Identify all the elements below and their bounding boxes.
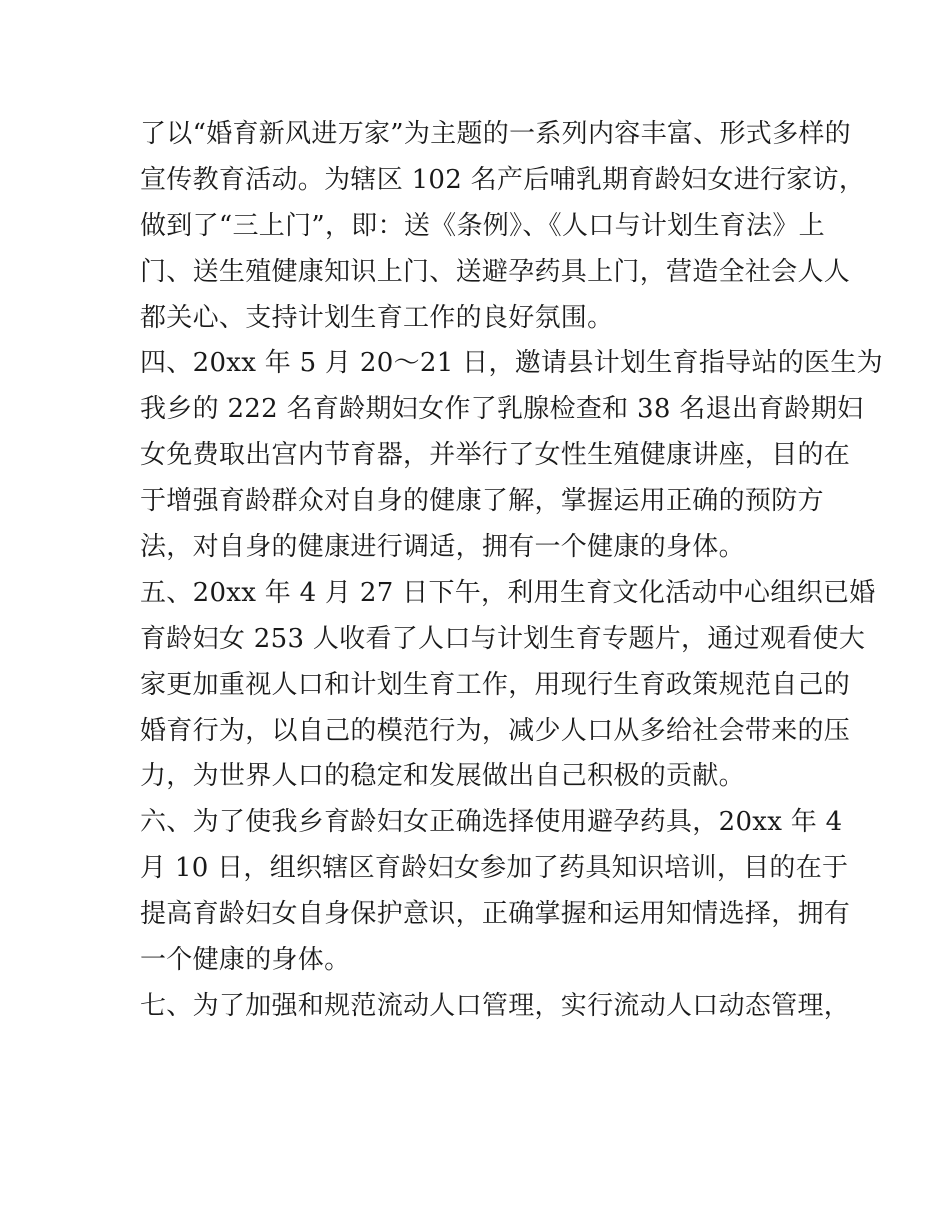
text-line: 于增强育龄群众对自身的健康了解，掌握运用正确的预防方	[140, 486, 824, 517]
text-line: 提高育龄妇女自身保护意识，正确掌握和运用知情选择，拥有	[140, 899, 851, 930]
text-line: 我乡的 222 名育龄期妇女作了乳腺检查和 38 名退出育龄期妇	[140, 394, 864, 425]
text-line: 法，对自身的健康进行调适，拥有一个健康的身体。	[140, 532, 745, 563]
text-line: 一个健康的身体。	[140, 945, 351, 976]
text-line: 力，为世界人口的稳定和发展做出自己积极的贡献。	[140, 761, 745, 792]
text-line: 做到了“三上门”，即：送《条例》、《人口与计划生育法》上	[140, 210, 825, 241]
text-line: 宣传教育活动。为辖区 102 名产后哺乳期育龄妇女进行家访，	[140, 164, 866, 195]
section-five-line: 五、20xx 年 4 月 27 日下午，利用生育文化活动中心组织已婚	[140, 577, 876, 608]
text-line: 育龄妇女 253 人收看了人口与计划生育专题片，通过观看使大	[140, 623, 866, 654]
text-line: 门、送生殖健康知识上门、送避孕药具上门，营造全社会人人	[140, 256, 851, 287]
text-line: 女免费取出宫内节育器，并举行了女性生殖健康讲座，目的在	[140, 440, 851, 471]
text-line: 婚育行为，以自己的模范行为，减少人口从多给社会带来的压	[140, 715, 851, 746]
section-four-line: 四、20xx 年 5 月 20～21 日，邀请县计划生育指导站的医生为	[140, 348, 883, 379]
text-line: 了以“婚育新风进万家”为主题的一系列内容丰富、形式多样的	[140, 119, 851, 149]
section-six-line: 六、为了使我乡育龄妇女正确选择使用避孕药具，20xx 年 4	[140, 807, 843, 838]
section-seven-line: 七、为了加强和规范流动人口管理，实行流动人口动态管理，	[140, 990, 851, 1021]
document-body-text	[140, 112, 883, 1030]
text-line: 都关心、支持计划生育工作的良好氛围。	[140, 302, 614, 333]
text-line: 月 10 日，组织辖区育龄妇女参加了药具知识培训，目的在于	[140, 853, 849, 884]
text-line: 家更加重视人口和计划生育工作，用现行生育政策规范自己的	[140, 669, 851, 700]
